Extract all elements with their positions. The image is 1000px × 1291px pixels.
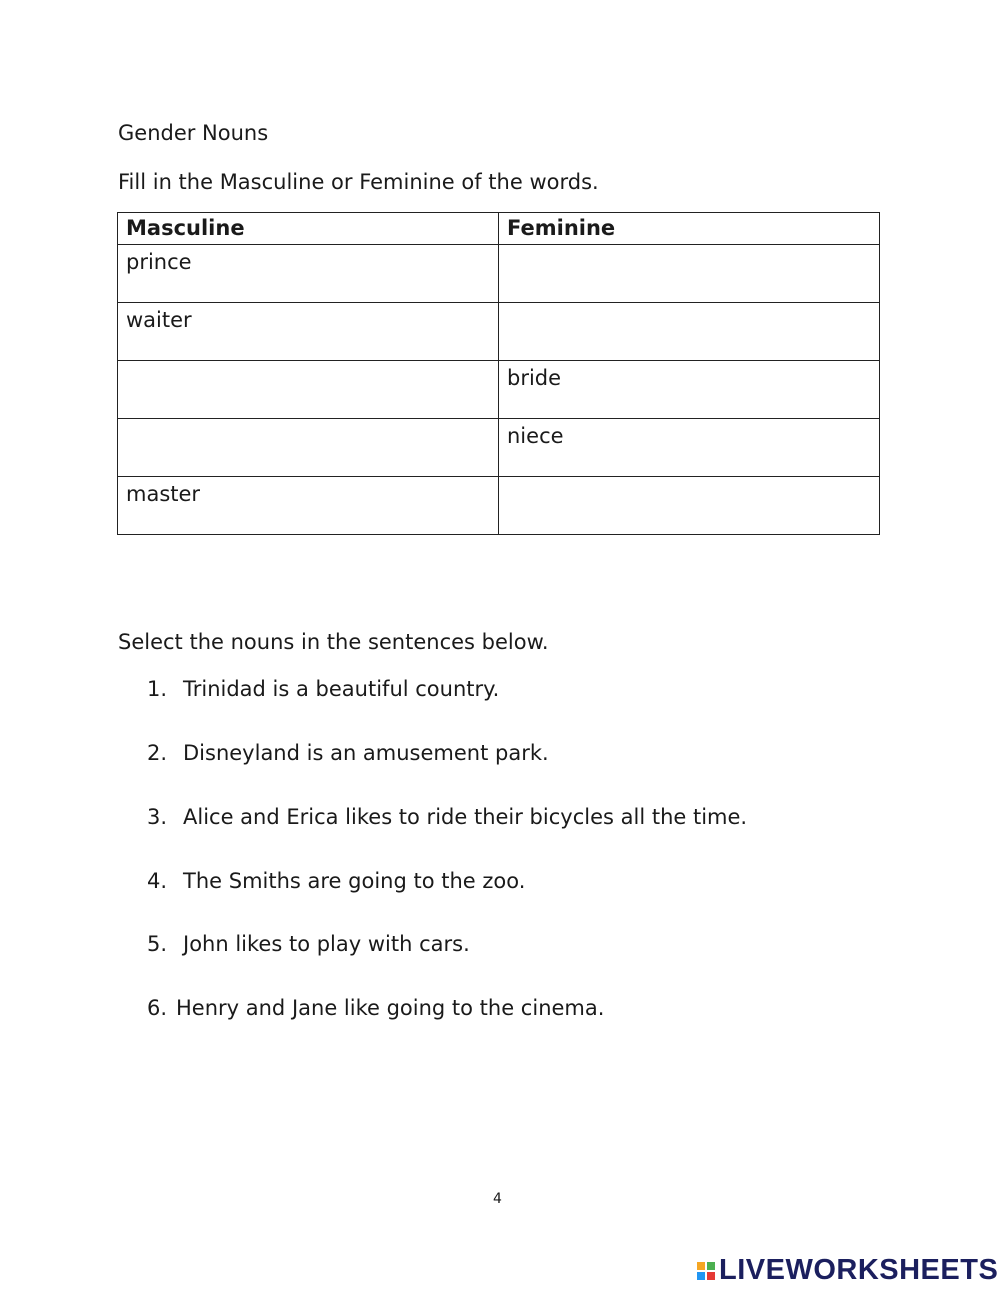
sentence-text[interactable]: The Smiths are going to the zoo. (183, 869, 526, 893)
feminine-cell[interactable]: bride (499, 361, 880, 419)
table-row (118, 361, 880, 419)
sentence-text[interactable]: Henry and Jane like going to the cinema. (176, 996, 605, 1020)
page-title: Gender Nouns (118, 121, 269, 145)
feminine-cell[interactable]: niece (499, 419, 880, 477)
header-feminine: Feminine (499, 213, 880, 245)
feminine-cell[interactable] (499, 477, 880, 535)
sentence-item (147, 869, 525, 893)
masculine-cell[interactable]: prince (118, 245, 499, 303)
logo-text: LIVEWORKSHEETS (719, 1254, 999, 1286)
header-masculine: Masculine (118, 213, 499, 245)
sentence-number: 5. (147, 932, 168, 956)
sentence-number: 3. (147, 805, 168, 829)
sentence-item (147, 932, 470, 956)
table-row (118, 477, 880, 535)
sentence-item (147, 741, 549, 765)
sentence-number: 6. (147, 996, 168, 1020)
masculine-cell[interactable] (118, 361, 499, 419)
page-number: 4 (493, 1191, 502, 1207)
table-instruction: Fill in the Masculine or Feminine of the words. (118, 170, 599, 194)
masculine-cell[interactable]: waiter (118, 303, 499, 361)
sentence-text[interactable]: Trinidad is a beautiful country. (183, 677, 500, 701)
logo-block (707, 1262, 715, 1270)
logo-blocks-icon (697, 1262, 715, 1280)
feminine-cell[interactable] (499, 245, 880, 303)
feminine-cell[interactable] (499, 303, 880, 361)
sentences-instruction: Select the nouns in the sentences below. (118, 630, 549, 654)
table-row (118, 303, 880, 361)
sentence-text[interactable]: Disneyland is an amusement park. (183, 741, 549, 765)
gender-nouns-table (117, 212, 880, 535)
table-row (118, 419, 880, 477)
sentence-number: 1. (147, 677, 168, 701)
sentence-text[interactable]: Alice and Erica likes to ride their bicycles all the time. (183, 805, 748, 829)
logo-block (697, 1272, 705, 1280)
sentence-number: 2. (147, 741, 168, 765)
sentence-item (147, 996, 604, 1020)
liveworksheets-logo (697, 1254, 998, 1287)
sentence-text[interactable]: John likes to play with cars. (183, 932, 470, 956)
masculine-cell[interactable] (118, 419, 499, 477)
masculine-cell[interactable]: master (118, 477, 499, 535)
table-header-row (118, 213, 880, 245)
logo-block (707, 1272, 715, 1280)
table-row (118, 245, 880, 303)
logo-block (697, 1262, 705, 1270)
sentence-item (147, 677, 499, 701)
sentence-item (147, 805, 747, 829)
sentence-number: 4. (147, 869, 168, 893)
